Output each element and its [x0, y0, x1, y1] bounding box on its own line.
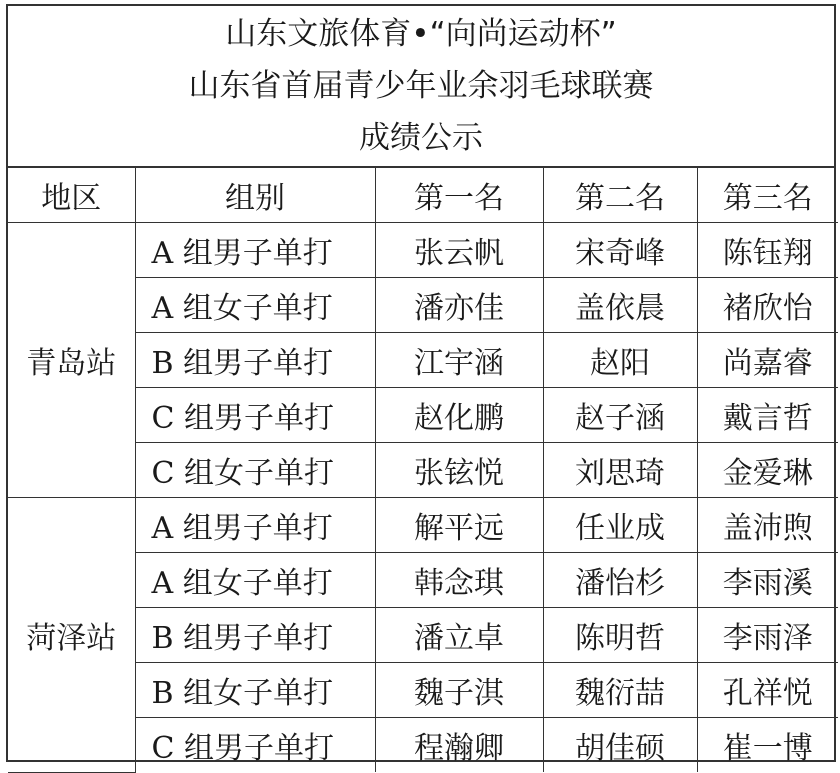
- third-place-cell: 金爱琳: [697, 443, 838, 498]
- first-place-cell: 张铉悦: [375, 443, 543, 498]
- first-place-cell: 潘亦佳: [375, 278, 543, 333]
- title-block: [8, 6, 834, 168]
- header-first: 第一名: [375, 168, 543, 223]
- third-place-cell: 戴言哲: [697, 388, 838, 443]
- group-cell: A 组女子单打: [135, 278, 375, 333]
- header-group: 组别: [135, 168, 375, 223]
- group-cell: B 组男子单打: [135, 333, 375, 388]
- header-second: 第二名: [543, 168, 697, 223]
- first-place-cell: 韩念琪: [375, 553, 543, 608]
- group-cell: A 组男子单打: [135, 498, 375, 553]
- title-line-2: 山东省首届青少年业余羽毛球联赛: [188, 68, 654, 104]
- first-place-cell: 解平远: [375, 498, 543, 553]
- second-place-cell: 宋奇峰: [543, 223, 697, 278]
- third-place-cell: 褚欣怡: [697, 278, 838, 333]
- second-place-cell: 潘怡杉: [543, 553, 697, 608]
- region-cell-qingdao: 青岛站: [8, 223, 135, 498]
- first-place-cell: 魏子淇: [375, 663, 543, 718]
- third-place-cell: 陈钰翔: [697, 223, 838, 278]
- first-place-cell: 潘立卓: [375, 608, 543, 663]
- region-cell-heze: 菏泽站: [8, 498, 135, 773]
- third-place-cell: 孔祥悦: [697, 663, 838, 718]
- group-cell: A 组男子单打: [135, 223, 375, 278]
- second-place-cell: 魏衍喆: [543, 663, 697, 718]
- table-row: [8, 223, 838, 278]
- first-place-cell: 程瀚卿: [375, 718, 543, 773]
- title-line-3: 成绩公示: [359, 120, 483, 156]
- group-cell: C 组女子单打: [135, 443, 375, 498]
- header-row: [8, 168, 838, 223]
- results-announcement: [6, 4, 836, 766]
- second-place-cell: 刘思琦: [543, 443, 697, 498]
- title-line-1: 山东文旅体育•“向尚运动杯”: [225, 16, 617, 52]
- group-cell: A 组女子单打: [135, 553, 375, 608]
- second-place-cell: 胡佳硕: [543, 718, 697, 773]
- third-place-cell: 尚嘉睿: [697, 333, 838, 388]
- first-place-cell: 赵化鹏: [375, 388, 543, 443]
- third-place-cell: 盖沛煦: [697, 498, 838, 553]
- second-place-cell: 盖依晨: [543, 278, 697, 333]
- group-cell: B 组女子单打: [135, 663, 375, 718]
- second-place-cell: 赵子涵: [543, 388, 697, 443]
- group-cell: C 组男子单打: [135, 718, 375, 773]
- third-place-cell: 崔一博: [697, 718, 838, 773]
- second-place-cell: 赵阳: [543, 333, 697, 388]
- group-cell: C 组男子单打: [135, 388, 375, 443]
- group-cell: B 组男子单打: [135, 608, 375, 663]
- first-place-cell: 江宇涵: [375, 333, 543, 388]
- results-table: [8, 168, 838, 773]
- third-place-cell: 李雨泽: [697, 608, 838, 663]
- third-place-cell: 李雨溪: [697, 553, 838, 608]
- header-third: 第三名: [697, 168, 838, 223]
- header-region: 地区: [8, 168, 135, 223]
- first-place-cell: 张云帆: [375, 223, 543, 278]
- second-place-cell: 陈明哲: [543, 608, 697, 663]
- second-place-cell: 任业成: [543, 498, 697, 553]
- table-row: [8, 498, 838, 553]
